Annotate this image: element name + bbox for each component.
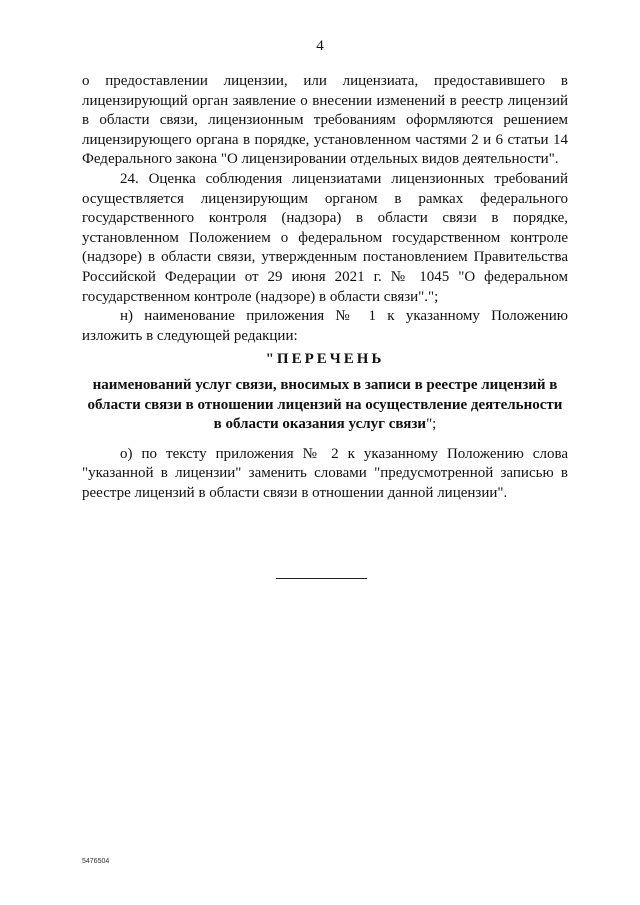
- perechen-title: "ПЕРЕЧЕНЬ: [265, 351, 385, 368]
- page-number: 4: [316, 38, 324, 54]
- paragraph-o: о) по тексту приложения № 2 к указанному Положению слова "указанной в лицензии" заменить словами "предусмотренной записью в реестре лицензий в области связи в отношении данной лицензии".: [82, 445, 568, 501]
- perechen-subtitle-tail: ";: [426, 416, 437, 433]
- perechen-subtitle-text: наименований услуг связи, вносимых в записи в реестре лицензий в области связи в отношении лицензий на осуществление деятельности в области оказания услуг связи: [87, 376, 563, 433]
- document-body: [82, 72, 568, 503]
- paragraph-continuation: о предоставлении лицензии, или лицензиата, предоставившего в лицензирующий орган заявление о внесении изменений в реестр лицензий в области связи, лицензионным требованиям оформляются решением лицензирующего органа в порядке, установленном частями 2 и 6 статьи 14 Федерального закона "О лицензировании отдельных видов деятельности".: [82, 73, 568, 168]
- document-code: 5476504: [82, 858, 110, 865]
- perechen-subtitle: [82, 376, 568, 435]
- end-divider: [276, 578, 367, 579]
- paragraph-24: 24. Оценка соблюдения лицензиатами лицензионных требований осуществляется лицензирующим органом в рамках федерального государственного контроля (надзора) в области связи в порядке, установленном Положением о федеральном государственном контроле (надзоре) в области связи, утвержденным постановлением Правительства Российской Федерации от 29 июня 2021 г. № 1045 "О федеральном государственном контроле (надзоре) в области связи".";: [82, 170, 568, 305]
- paragraph-n: н) наименование приложения № 1 к указанному Положению изложить в следующей редакции:: [82, 308, 568, 344]
